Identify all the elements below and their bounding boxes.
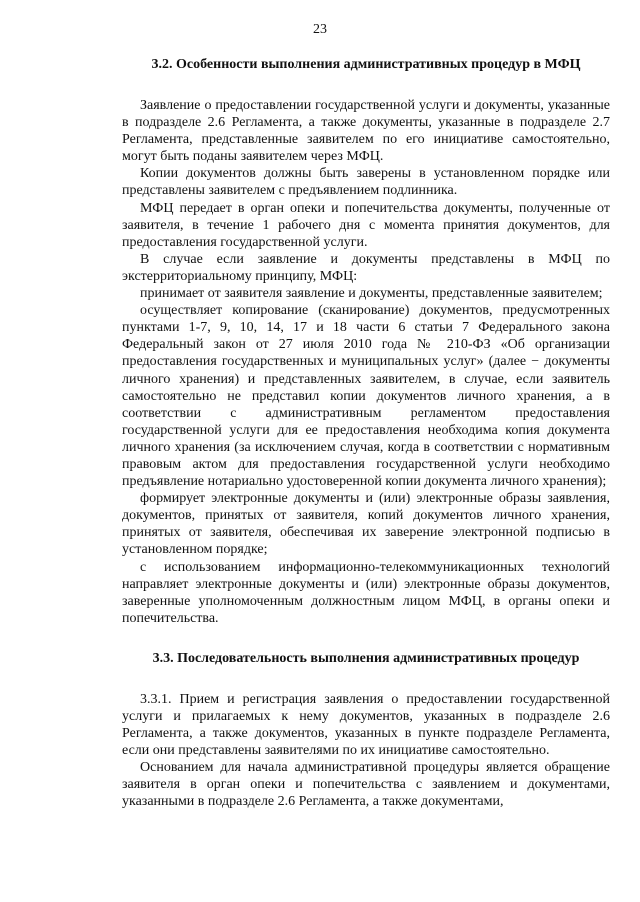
paragraph: 3.3.1. Прием и регистрация заявления о предоставлении государственной услуги и прилагаемых к нему документов, указанных в подразделе 2.6 Регламента, а также документов, указанных в пункте подразделе Регламента, если они представлены заявителями по их инициативе самостоятельно. <box>122 691 610 759</box>
paragraph: Копии документов должны быть заверены в установленном порядке или представлены заявителем с предъявлением подлинника. <box>122 166 610 199</box>
paragraph: МФЦ передает в орган опеки и попечительства документы, полученные от заявителя, в течение 1 рабочего дня с момента принятия документов, для предоставления государственной услуги. <box>122 200 610 250</box>
section-3-2 <box>122 56 610 627</box>
list-paragraph: с использованием информационно-телекоммуникационных технологий направляет электронные документы и (или) электронные образы документов, заверенные уполномоченным должностным лицом МФЦ, в органы опеки и попечительства. <box>122 559 610 626</box>
section-heading: 3.2. Особенности выполнения административных процедур в МФЦ <box>151 57 581 72</box>
list-paragraph: формирует электронные документы и (или) электронные образы заявления, документов, принятых от заявителя, копий документов личного хранения, принятых от заявителя, обеспечивая их заверение электронной подписью в установленном порядке; <box>122 491 610 558</box>
section-heading: 3.3. Последовательность выполнения административных процедур <box>152 650 580 666</box>
paragraph: В случае если заявление и документы представлены в МФЦ по экстерриториальному принципу, МФЦ: <box>122 251 610 284</box>
paragraph: Основанием для начала административной процедуры является обращение заявителя в орган опеки и попечительства с заявлением и документами, указанными в подразделе 2.6 Регламента, а также документами, <box>122 760 610 810</box>
paragraph: Заявление о предоставлении государственной услуги и документы, указанные в подразделе 2.6 Регламента, а также документы, указанные в подразделе 2.7 Регламента, представленные заявителем по его инициативе самостоятельно, могут быть поданы заявителем через МФЦ. <box>122 98 610 165</box>
list-paragraph: принимает от заявителя заявление и документы, представленные заявителем; <box>140 286 603 302</box>
section-3-3 <box>122 650 610 811</box>
list-paragraph: осуществляет копирование (сканирование) документов, предусмотренных пунктами 1-7, 9, 10, 14, 17 и 18 части 6 статьи 7 Федерального закона Федеральный закон от 27 июля 2010 года № 210-ФЗ «Об организации предоставления государственных и муниципальных услуг» (далее − документы личного хранения) и представленных заявителем, в случае, если заявитель самостоятельно не представил копии документов личного хранения, а в соответствии с административным регламентом предоставления государственной услуги для ее предоставления необходима копия документа личного хранения (за исключением случая, когда в соответствии с нормативным правовым актом для предоставления государственной услуги необходимо предъявление нотариально удостоверенной копии документа личного хранения); <box>122 303 610 490</box>
page-content <box>122 56 610 811</box>
page-number: 23 <box>313 22 327 37</box>
